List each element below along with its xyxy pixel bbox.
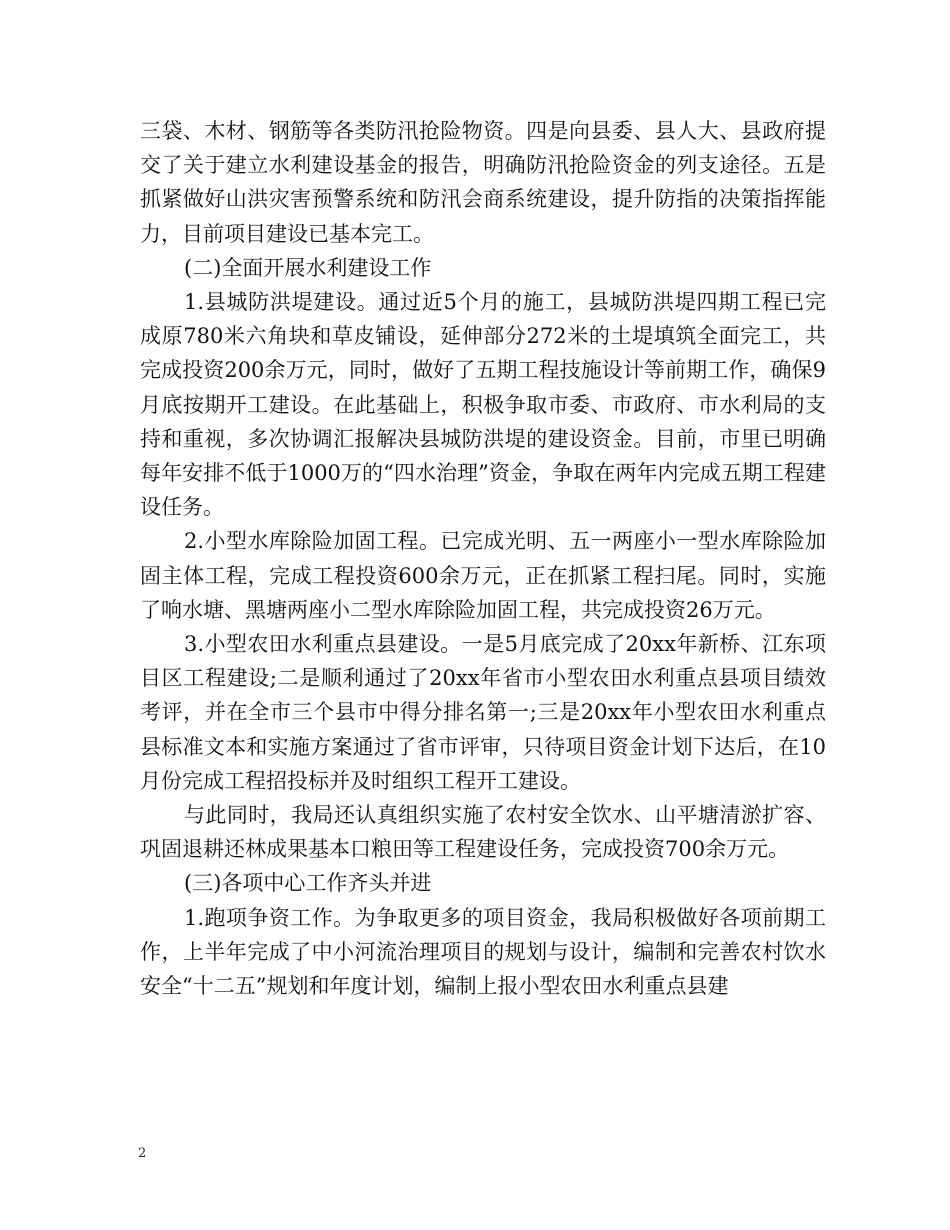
paragraph-rural-drinking-water: 与此同时，我局还认真组织实施了农村安全饮水、山平塘清淤扩容、巩固退耕还林成果基本口粮田等工程建设任务，完成投资700余万元。	[140, 803, 826, 862]
page-number: 2	[138, 1146, 147, 1161]
paragraph-flood-supplies: 三袋、木材、钢筋等各类防汛抢险物资。四是向县委、县人大、县政府提交了关于建立水利建设基金的报告，明确防汛抢险资金的列支途径。五是抓紧做好山洪灾害预警系统和防汛会商系统建设，提升防指的决策指挥能力，目前项目建设已基本完工。	[140, 119, 826, 246]
paragraph-farmland-water-county: 3.小型农田水利重点县建设。一是5月底完成了20xx年新桥、江东项目区工程建设;二是顺利通过了20xx年省市小型农田水利重点县项目绩效考评，并在全市三个县市中得分排名第一;三是20xx年小型农田水利重点县标准文本和实施方案通过了省市评审，只待项目资金计划下达后，在10月份完成工程招投标并及时组织工程开工建设。	[140, 632, 826, 793]
paragraph-project-funding: 1.跑项争资工作。为争取更多的项目资金，我局积极做好各项前期工作，上半年完成了中小河流治理项目的规划与设计，编制和完善农村饮水安全“十二五”规划和年度计划，编制上报小型农田水利重点县建	[140, 905, 826, 999]
section-heading-central-work: (三)各项中心工作齐头并进	[184, 871, 432, 896]
paragraph-levee-construction: 1.县城防洪堤建设。通过近5个月的施工，县城防洪堤四期工程已完成原780米六角块和草皮铺设，延伸部分272米的土堤填筑全面完工，共完成投资200余万元，同时，做好了五期工程技施设计等前期工作，确保9月底按期开工建设。在此基础上，积极争取市委、市政府、市水利局的支持和重视，多次协调汇报解决县城防洪堤的建设资金。目前，市里已明确每年安排不低于1000万的“四水治理”资金，争取在两年内完成五期工程建设任务。	[140, 290, 826, 520]
paragraph-reservoir-reinforcement: 2.小型水库除险加固工程。已完成光明、五一两座小一型水库除险加固主体工程，完成工程投资600余万元，正在抓紧工程扫尾。同时，实施了响水塘、黑塘两座小二型水库除险加固工程，共完成投资26万元。	[140, 529, 826, 622]
document-body	[140, 114, 826, 1003]
section-heading-water-construction: (二)全面开展水利建设工作	[184, 255, 432, 280]
